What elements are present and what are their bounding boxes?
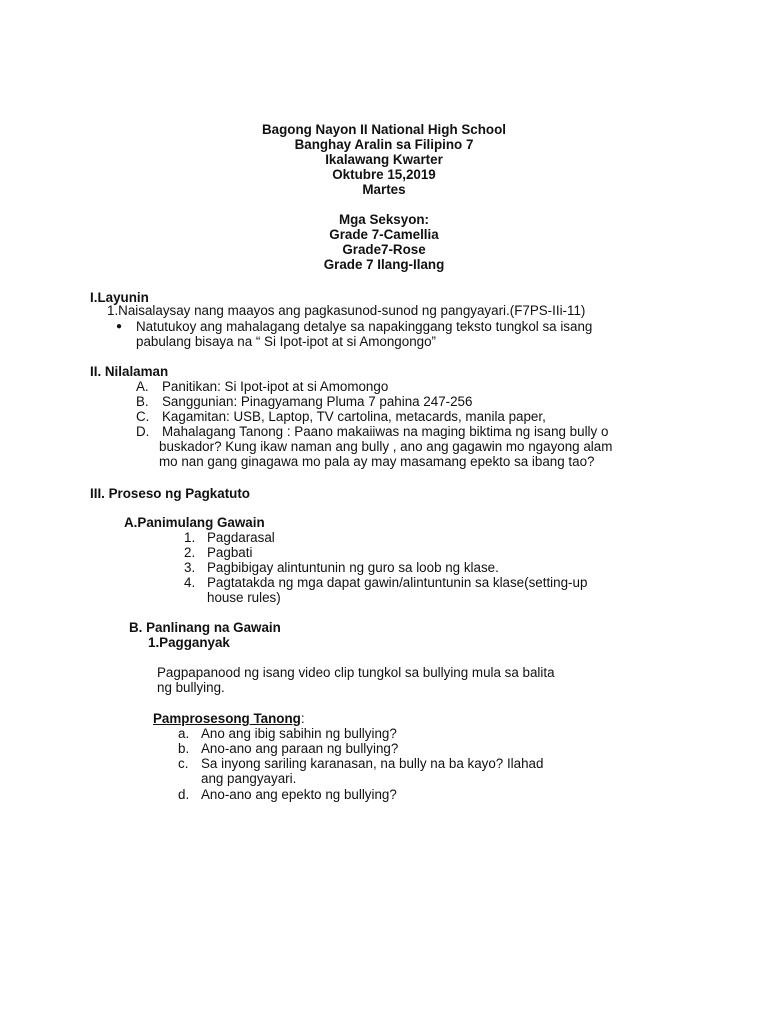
list-marker: d. [178, 787, 190, 802]
list-marker: a. [178, 726, 190, 741]
nilalaman-item: Panitikan: Si Ipot-ipot at si Amomongo [162, 379, 389, 394]
list-marker: 1. [184, 530, 196, 545]
objective-bullet-line-1: Natutukoy ang mahalagang detalye sa napakinggang teksto tungkol sa isang [136, 319, 593, 334]
questions-label: Pamprosesong Tanong [153, 711, 301, 726]
question-item: Sa inyong sariling karanasan, na bully na ba kayo? Ilahad [201, 756, 544, 771]
list-marker: C. [136, 409, 150, 424]
question-item: Ano ang ibig sabihin ng bullying? [201, 726, 397, 741]
question-item: Ano-ano ang paraan ng bullying? [201, 741, 399, 756]
panimulang-item: Pagdarasal [207, 530, 275, 545]
panimulang-item: Pagbibigay alintuntunin ng guro sa loob ng klase. [207, 560, 499, 575]
list-marker: b. [178, 741, 190, 756]
list-marker: B. [136, 394, 149, 409]
list-marker: 4. [184, 575, 196, 590]
school-name: Bagong Nayon II National High School [261, 122, 506, 137]
quarter: Ikalawang Kwarter [325, 152, 443, 167]
pagganyak-paragraph-line-2: ng bullying. [157, 680, 225, 695]
section-item: Grade 7-Camellia [329, 227, 439, 242]
objective-bullet-line-2: pabulang bisaya na “ Si Ipot-ipot at si Amongongo” [136, 334, 436, 349]
lesson-day: Martes [362, 182, 406, 197]
panimulang-heading: A.Panimulang Gawain [124, 515, 265, 530]
nilalaman-heading: II. Nilalaman [90, 364, 169, 379]
questions-heading [153, 711, 305, 726]
objective-1: 1.Naisalaysay nang maayos ang pagkasunod-sunod ng pangyayari.(F7PS-IIi-11) [107, 303, 586, 318]
list-marker: c. [178, 756, 189, 771]
section-item: Grade7-Rose [342, 242, 426, 257]
plan-title: Banghay Aralin sa Filipino 7 [294, 137, 474, 152]
panimulang-item-cont: house rules) [207, 590, 281, 605]
questions-colon: : [300, 711, 305, 726]
section-item: Grade 7 Ilang-Ilang [323, 257, 445, 272]
panlinang-heading: B. Panlinang na Gawain [129, 620, 281, 635]
lesson-date: Oktubre 15,2019 [332, 167, 436, 182]
bullet-icon: ● [116, 321, 123, 332]
list-marker: A. [136, 379, 149, 394]
nilalaman-item-cont: buskador? Kung ikaw naman ang bully , ano ang gagawin mo ngayong alam [159, 439, 613, 454]
pagganyak-paragraph-line-1: Pagpapanood ng isang video clip tungkol sa bullying mula sa balita [157, 665, 555, 680]
panimulang-item: Pagbati [207, 545, 253, 560]
nilalaman-item: Kagamitan: USB, Laptop, TV cartolina, metacards, manila paper, [162, 409, 546, 424]
panimulang-item: Pagtatakda ng mga dapat gawin/alintuntunin sa klase(setting-up [207, 575, 588, 590]
layunin-heading: I.Layunin [90, 290, 149, 305]
nilalaman-item: Mahalagang Tanong : Paano makaiiwas na maging biktima ng isang bully o [162, 424, 609, 439]
question-item-cont: ang pangyayari. [201, 771, 297, 786]
sections-label: Mga Seksyon: [338, 212, 430, 227]
list-marker: 3. [184, 560, 196, 575]
nilalaman-item-cont: mo nan gang ginagawa mo pala ay may masamang epekto sa ibang tao? [159, 454, 595, 469]
pagganyak-subheading: 1.Pagganyak [148, 635, 230, 650]
nilalaman-item: Sanggunian: Pinagyamang Pluma 7 pahina 247-256 [162, 394, 473, 409]
proseso-heading: III. Proseso ng Pagkatuto [90, 486, 250, 501]
list-marker: D. [136, 424, 150, 439]
list-marker: 2. [184, 545, 196, 560]
question-item: Ano-ano ang epekto ng bullying? [201, 787, 397, 802]
